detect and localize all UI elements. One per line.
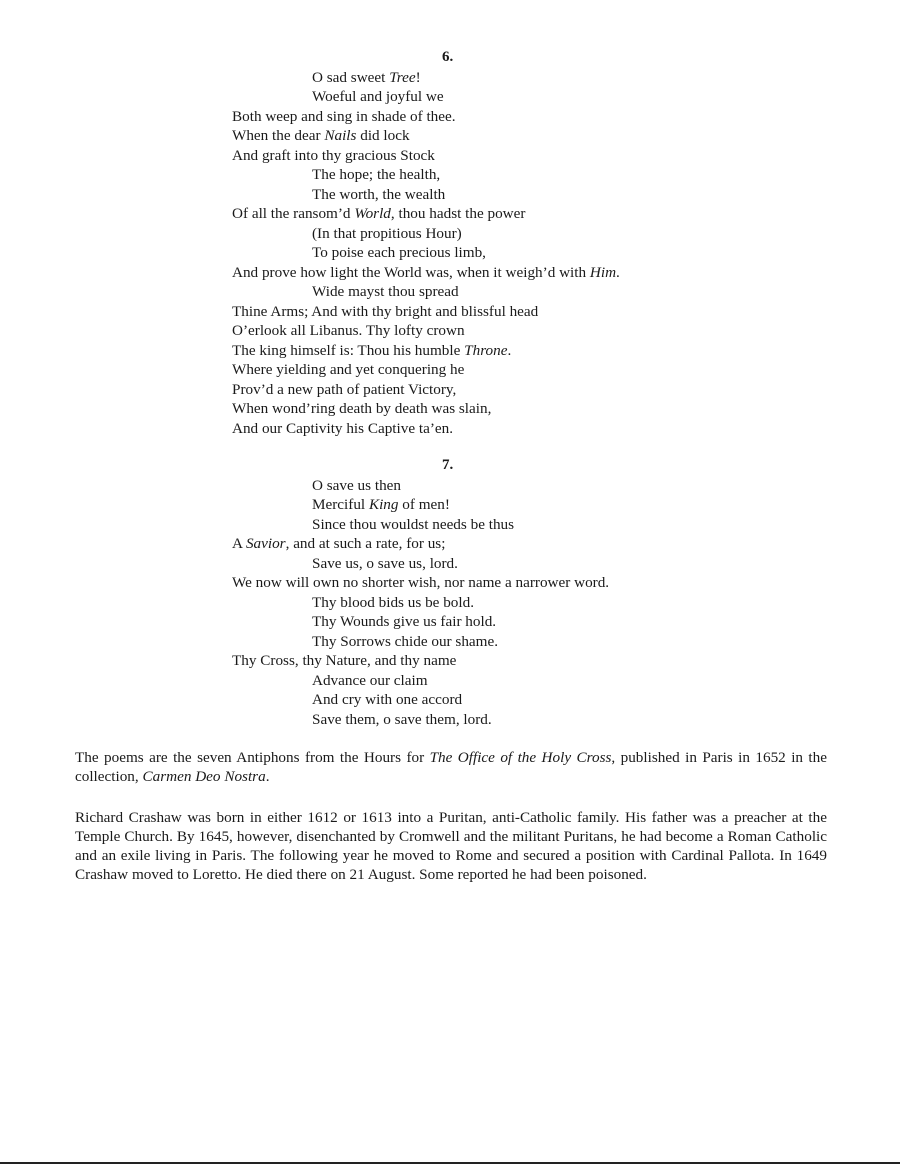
- poem-line: [232, 380, 620, 400]
- poem-line: [232, 185, 620, 205]
- poem-line: [232, 126, 620, 146]
- line-text: The hope; the health,: [312, 166, 441, 183]
- poem-line: [232, 87, 620, 107]
- line-text: !: [415, 68, 421, 86]
- poem-line: [232, 476, 609, 496]
- italic-word: Savior: [245, 535, 286, 552]
- poem-line: [232, 671, 609, 691]
- poem-line: [232, 554, 609, 574]
- line-text: of men!: [398, 496, 450, 513]
- stanza-number: 6.: [442, 49, 454, 65]
- poem-line: [232, 282, 620, 302]
- poem-line: [232, 573, 609, 593]
- italic-word: King: [368, 496, 399, 513]
- biography-paragraph: Richard Crashaw was born in either 1612 or 1613 into a Puritan, anti-Catholic family. His father was a preacher at the Temple Church. By 1645, however, disenchanted by Cromwell and the militant Puritans, he had become a Roman Catholic and an exile living in Paris. The following year he moved to Rome and secured a position with Cardinal Pallota. In 1649 Crashaw moved to Loretto. He died there on 21 August. Some reported he had been poisoned.: [75, 809, 827, 883]
- italic-word: World: [354, 205, 391, 222]
- italic-word: Him: [589, 263, 617, 281]
- italic-word: Nails: [324, 127, 357, 144]
- line-text: Wide mayst thou spread: [312, 283, 459, 300]
- poem-line: [232, 710, 609, 730]
- line-text: Prov’d a new path of patient Victory,: [232, 380, 457, 398]
- line-text: Save them, o save them, lord.: [312, 710, 492, 728]
- poem-line: [232, 224, 620, 244]
- italic-word: Throne: [464, 341, 508, 359]
- poem-line: [232, 107, 620, 127]
- poem-line: [232, 204, 620, 224]
- line-text: Thine Arms; And with thy bright and blissful head: [232, 302, 539, 320]
- line-text: O save us then: [312, 476, 401, 494]
- line-text: , and at such a rate, for us;: [285, 535, 446, 552]
- line-text: , thou hadst the power: [390, 205, 526, 222]
- source-note-after: .: [265, 768, 270, 785]
- line-text: And graft into thy gracious Stock: [232, 146, 435, 164]
- line-text: To poise each precious limb,: [312, 244, 486, 261]
- line-text: The king himself is: Thou his humble: [232, 341, 465, 359]
- poem-line: [232, 360, 620, 380]
- stanza-lines: [232, 476, 609, 730]
- poem-line: [232, 690, 609, 710]
- poem-line: [232, 419, 620, 439]
- line-text: O sad sweet: [312, 68, 390, 86]
- poem-line: [232, 534, 609, 554]
- line-text: Both weep and sing in shade of thee.: [232, 107, 456, 125]
- line-text: Save us, o save us, lord.: [312, 554, 458, 572]
- poem-line: [232, 263, 620, 283]
- source-note-middle: , published in Paris in 1652 in the collection,: [75, 749, 827, 785]
- line-text: Thy Cross, thy Nature, and thy name: [232, 652, 457, 669]
- line-text: And our Captivity his Captive ta’en.: [232, 419, 454, 437]
- poem-line: [232, 243, 620, 263]
- poem-line: [232, 146, 620, 166]
- line-text: .: [616, 263, 620, 281]
- poem-line: [232, 651, 609, 671]
- line-text: Advance our claim: [312, 671, 428, 689]
- line-text: A: [232, 535, 246, 552]
- poem-line: [232, 165, 620, 185]
- line-text: Since thou wouldst needs be thus: [312, 515, 515, 533]
- poem-line: [232, 632, 609, 652]
- poem-line: [232, 341, 620, 361]
- line-text: .: [507, 341, 512, 359]
- line-text: Merciful: [312, 496, 369, 513]
- line-text: did lock: [356, 127, 410, 144]
- line-text: O’erlook all Libanus. Thy lofty crown: [232, 322, 465, 339]
- line-text: And cry with one accord: [312, 691, 463, 708]
- line-text: Woeful and joyful we: [312, 88, 444, 105]
- poem-line: [232, 593, 609, 613]
- line-text: The worth, the wealth: [312, 185, 446, 203]
- poem-line: [232, 321, 620, 341]
- line-text: (In that propitious Hour): [312, 224, 462, 242]
- line-text: Of all the ransom’d: [232, 205, 355, 222]
- poem-line: [232, 495, 609, 515]
- stanza-lines: [232, 68, 620, 439]
- poem-line: [232, 612, 609, 632]
- poem-line: [232, 68, 620, 88]
- office-title: The Office of the Holy Cross: [429, 749, 612, 766]
- line-text: We now will own no shorter wish, nor name a narrower word.: [232, 574, 610, 591]
- collection-title: Carmen Deo Nostra: [142, 768, 266, 785]
- source-note-before: The poems are the seven Antiphons from the Hours for: [75, 749, 430, 766]
- poem-line: [232, 515, 609, 535]
- line-text: And prove how light the World was, when it weigh’d with: [232, 263, 590, 281]
- stanza-number: 7.: [442, 457, 454, 473]
- line-text: When the dear: [232, 127, 325, 144]
- poem-line: [232, 302, 620, 322]
- line-text: Thy blood bids us be bold.: [312, 593, 474, 611]
- line-text: Thy Sorrows chide our shame.: [312, 632, 499, 650]
- line-text: Thy Wounds give us fair hold.: [312, 613, 497, 630]
- source-note: [75, 748, 827, 786]
- poem-line: [232, 399, 620, 419]
- italic-word: Tree: [389, 68, 416, 86]
- line-text: Where yielding and yet conquering he: [232, 361, 465, 378]
- line-text: When wond’ring death by death was slain,: [232, 400, 492, 417]
